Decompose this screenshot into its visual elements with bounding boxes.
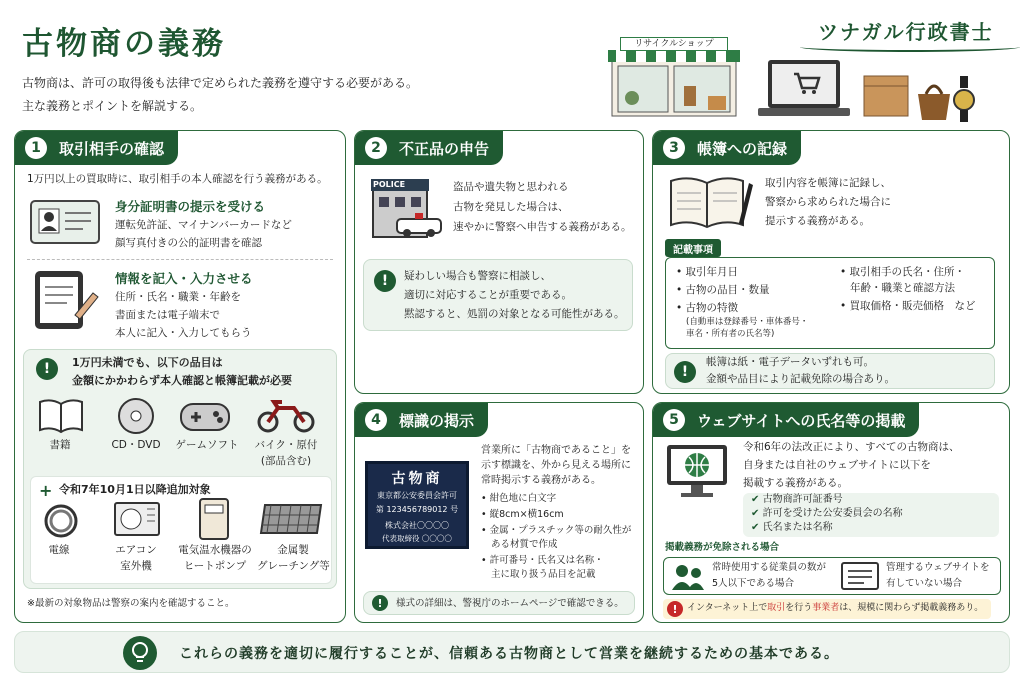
card-website-posting	[652, 402, 1010, 623]
c2-note-3: 黙認すると、処罰の対象となる可能性がある。	[404, 308, 625, 320]
c3-items-chip: 記載事項	[665, 239, 721, 257]
grating-icon	[259, 501, 323, 541]
c1-s1-line1: 運転免許証、マイナンバーカードなど	[115, 219, 292, 231]
sign-line3: 株式会社〇〇〇〇	[385, 521, 449, 530]
c3-item-4-sub: 年齢・職業と確認方法	[850, 282, 955, 294]
laptop-cart-icon	[756, 56, 852, 120]
c5-check-1	[751, 493, 843, 507]
motorbike-icon	[256, 394, 316, 438]
c2-note-2: 適切に対応することが重要である。	[404, 289, 572, 301]
c3-item-4-text: 取引相手の氏名・住所・	[849, 266, 966, 278]
c3-note-2: 金額や品目により記載免除の場合あり。	[706, 373, 895, 385]
c3-item-3-sub1: (自動車は登録番号・車体番号・	[686, 317, 809, 327]
item-game: ゲームソフト	[175, 439, 239, 451]
c3-item-2: • 古物の品目・数量	[676, 284, 770, 296]
card-3-number: 3	[663, 137, 685, 159]
brand-logo: ツナガル行政書士	[818, 20, 994, 44]
add-item-aircon-2: 室外機	[120, 560, 152, 572]
c3-item-2-text: 古物の品目・数量	[685, 284, 770, 296]
c4-line1: 営業所に「古物商であること」を	[481, 445, 631, 456]
c5-exempt-2b: 有していない場合	[886, 578, 963, 589]
card-5-header	[653, 403, 919, 437]
c4-warning-icon: !	[372, 595, 388, 611]
card-2-number: 2	[365, 137, 387, 159]
card-identity-check	[14, 130, 346, 623]
plus-icon: +	[39, 481, 53, 500]
item-bike-sub: (部品含む)	[260, 455, 312, 467]
c1-lead: 1万円以上の買取時に、取引相手の本人確認を行う義務がある。	[27, 173, 328, 185]
c3-item-5: • 買取価格・販売価格 など	[840, 300, 976, 312]
c5-check-3-text: 氏名または名称	[762, 522, 833, 533]
monitor-globe-icon	[665, 443, 729, 503]
card-1-header	[15, 131, 178, 165]
heatpump-icon	[197, 497, 231, 545]
c3-item-1-text: 取引年月日	[685, 266, 739, 278]
c3-line2: 警察から求められた場合に	[765, 196, 891, 208]
cd-icon	[116, 396, 156, 440]
c3-items-box	[665, 257, 995, 349]
card-4-header	[355, 403, 488, 437]
card-3-header	[653, 131, 801, 165]
card-1-title: 取引相手の確認	[59, 139, 165, 158]
c1-s2-line3: 本人に記入・入力してもらう	[115, 327, 252, 339]
c3-item-3-text: 古物の特徴	[685, 302, 739, 314]
c1-warn-line1: 1万円未満でも、以下の品目は	[72, 356, 223, 369]
c5-check-1-text: 古物商許可証番号	[762, 494, 843, 505]
c4-b3-text: 金属・プラスチック等の耐久性が	[489, 525, 632, 536]
c2-note-1: 疑わしい場合も警察に相談し、	[404, 270, 551, 282]
c1-s1-title: 身分証明書の提示を受ける	[115, 199, 266, 214]
police-label: POLICE	[373, 180, 406, 189]
card-3-title: 帳簿への記録	[697, 139, 788, 158]
c5-check-3	[751, 521, 833, 535]
add-item-heatpump-2: ヒートポンプ	[183, 560, 247, 572]
c4-b3-text-2: ある材質で作成	[491, 539, 558, 550]
brand-underline	[800, 42, 1020, 52]
card-5-number: 5	[663, 409, 685, 431]
c5-exempt-box	[663, 557, 1001, 595]
sign-line2: 第 123456789012 号	[375, 505, 459, 514]
c4-bullet-2: • 縦8cm×横16cm	[481, 509, 564, 520]
intro-line-1: 古物商は、許可の取得後も法律で定められた義務を遵守する必要がある。	[22, 76, 419, 90]
check-icon: ✔	[751, 494, 760, 505]
c1-additional-box	[30, 476, 332, 584]
check-icon: ✔	[751, 508, 760, 519]
staff-icon	[670, 562, 706, 596]
c4-bullet-3: • 金属・プラスチック等の耐久性が	[481, 525, 632, 536]
card-2-title: 不正品の申告	[399, 139, 490, 158]
c4-note-text: 様式の詳細は、警視庁のホームページで確認できる。	[396, 598, 624, 609]
cable-icon	[41, 501, 81, 545]
c4-note-box	[363, 591, 635, 615]
add-item-grating-2: グレーチング等	[257, 560, 330, 572]
c4-bullet-1: • 紺色地に白文字	[481, 493, 557, 504]
c4-line2: 示す標識を、外から見える場所に	[481, 460, 631, 471]
check-icon: ✔	[751, 522, 760, 533]
ledger-book-icon	[667, 173, 753, 237]
c4-b1-text: 紺色地に白文字	[489, 493, 557, 504]
c4-b4-text-2: 主に取り扱う品目を記載	[491, 569, 596, 580]
add-item-aircon: エアコン	[115, 544, 157, 556]
card-4-title: 標識の掲示	[399, 411, 475, 430]
aircon-unit-icon	[113, 501, 161, 543]
c5-exempt-2a: 管理するウェブサイトを	[886, 562, 990, 573]
item-books: 書籍	[49, 439, 71, 451]
warn-part-a: インターネット上で	[687, 603, 768, 613]
c3-warning-icon: !	[674, 361, 696, 383]
intro-line-2: 主な義務とポイントを解説する。	[22, 99, 203, 113]
c1-warning-icon: !	[36, 358, 58, 380]
c2-note-box	[363, 259, 633, 331]
c2-warning-icon: !	[374, 270, 396, 292]
card-4-number: 4	[365, 409, 387, 431]
c4-bullet-4: • 許可番号・氏名又は名称・	[481, 555, 604, 566]
c3-line3: 提示する義務がある。	[765, 215, 870, 227]
sign-title: 古物商	[391, 471, 443, 487]
c3-item-3-sub2: 車名・所有者の氏名等)	[686, 329, 775, 339]
warn-part-e: は、規模に関わらず掲載義務あり。	[839, 603, 984, 613]
c1-s1-line2: 顔写真付きの公的証明書を確認	[115, 237, 262, 249]
c3-line1: 取引内容を帳簿に記録し、	[765, 177, 891, 189]
item-cd-dvd: CD・DVD	[111, 439, 161, 451]
gamepad-icon	[178, 398, 232, 438]
card-sign-display	[354, 402, 644, 623]
footer-banner	[14, 631, 1010, 673]
c1-footnote: ※最新の対象物品は警察の案内を確認すること。	[27, 598, 235, 609]
c3-note-1: 帳簿は紙・電子データいずれも可。	[706, 356, 874, 368]
sign-line4: 代表取締役 〇〇〇〇	[382, 534, 452, 543]
c1-warn-line2: 金額にかかわらず本人確認と帳簿記載が必要	[72, 374, 292, 387]
c5-check-2	[751, 507, 903, 521]
c1-s2-line2: 書面または電子端末で	[115, 309, 220, 321]
license-sign	[365, 461, 469, 549]
c5-checklist	[743, 493, 999, 537]
c3-item-4: • 取引相手の氏名・住所・	[840, 266, 966, 278]
c5-line1: 令和6年の法改正により、すべての古物商は、	[743, 441, 960, 453]
footer-text: これらの義務を適切に履行することが、信頼ある古物商として営業を継続するための基本である。	[179, 646, 839, 662]
warn-part-d: 事業者	[812, 603, 840, 613]
c4-line3: 常時掲示する義務がある。	[481, 475, 601, 486]
card-1-number: 1	[25, 137, 47, 159]
shop-sign: リサイクルショップ	[620, 37, 728, 51]
page-title: 古物商の義務	[22, 26, 226, 62]
c5-warning-text	[687, 600, 983, 617]
c3-note-box	[665, 353, 995, 389]
c4-b2-text: 縦8cm×横16cm	[489, 509, 564, 520]
c5-line2: 自身または自社のウェブサイトに以下を	[743, 459, 931, 471]
c2-line2: 古物を発見した場合は、	[453, 201, 569, 213]
goods-icons	[860, 66, 978, 122]
c5-warning-icon: !	[667, 601, 683, 617]
shop-illustration	[608, 36, 740, 118]
c1-add-title: 令和7年10月1日以降追加対象	[59, 483, 211, 496]
add-item-wire: 電線	[48, 544, 70, 556]
c1-s2-title: 情報を記入・入力させる	[115, 271, 253, 286]
c5-exempt-1a: 常時使用する従業員の数が	[712, 562, 827, 573]
card-2-header	[355, 131, 503, 165]
website-icon	[840, 561, 880, 597]
c2-line3: 速やかに警察へ申告する義務がある。	[453, 221, 632, 233]
sign-line1: 東京都公安委員会許可	[377, 491, 457, 500]
c5-warning-banner	[663, 599, 991, 619]
item-bike: バイク・原付	[254, 439, 318, 451]
card-suspicious-report	[354, 130, 644, 394]
c4-b4-text: 許可番号・氏名又は名称・	[489, 555, 604, 566]
c3-item-3: • 古物の特徴	[676, 302, 739, 314]
page-intro	[22, 72, 418, 118]
c5-exempt-title: 掲載義務が免除される場合	[665, 542, 780, 553]
c1-s2-line1: 住所・氏名・職業・年齢を	[115, 291, 241, 303]
book-icon	[38, 398, 84, 438]
lightbulb-icon	[123, 636, 157, 670]
tablet-pen-icon	[31, 269, 101, 337]
warn-part-b: 取引	[767, 603, 786, 613]
c5-check-2-text: 許可を受けた公安委員会の名称	[762, 508, 903, 519]
c2-line1: 盗品や遺失物と思われる	[453, 181, 569, 193]
add-item-grating: 金属製	[277, 544, 309, 556]
c3-item-5-text: 買取価格・販売価格 など	[849, 300, 976, 312]
c5-exempt-1b: 5人以下である場合	[712, 578, 795, 589]
warn-part-c: を行う	[785, 603, 813, 613]
card-5-title: ウェブサイトへの氏名等の掲載	[697, 411, 906, 430]
c5-line3: 掲載する義務がある。	[743, 477, 848, 489]
add-item-heatpump: 電気温水機器の	[178, 544, 252, 556]
c3-item-1: • 取引年月日	[676, 266, 739, 278]
card-ledger-record	[652, 130, 1010, 394]
c1-warning-box	[23, 349, 337, 589]
id-card-icon	[29, 197, 101, 251]
